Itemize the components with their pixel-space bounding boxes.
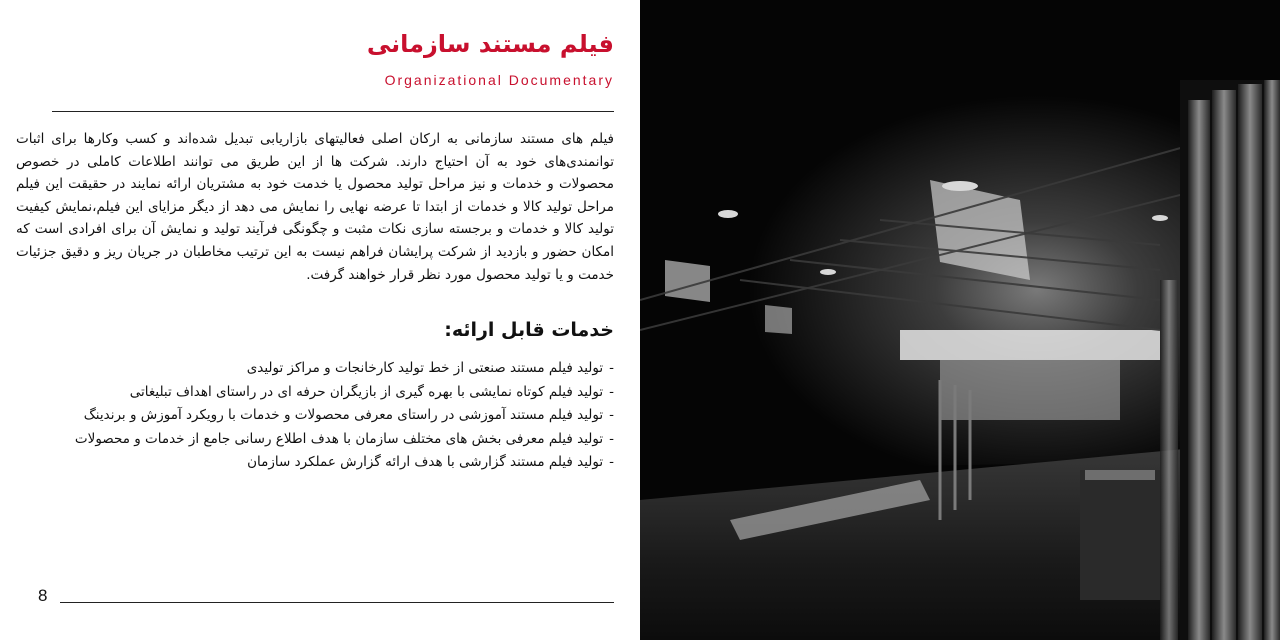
services-list-item <box>0 381 614 405</box>
page-subtitle-english: Organizational Documentary <box>384 72 614 88</box>
services-list-item-text: تولید فیلم مستند آموزشی در راستای معرفی محصولات و خدمات با رویکرد آموزش و برندینگ <box>83 407 604 423</box>
bullet-dash: - <box>609 383 614 400</box>
services-heading: خدمات قابل ارائه: <box>444 319 614 341</box>
services-list-item <box>0 451 614 475</box>
services-list-item <box>0 428 614 452</box>
footer-divider <box>60 602 614 603</box>
intro-paragraph: فیلم های مستند سازمانی به ارکان اصلی فعالیتهای بازاریابی تبدیل شده‌اند و کسب وکارها برای اثبات توانمندی‌های خود به آن احتیاج دارند. شرکت ها از این طریق می توانند اطلاعات کاملی در خصوص محصولات و خدمات و نیز مراحل تولید محصول یا خدمت خود به مشتریان ارائه نمایند در حقیقت این فیلم مراحل تولید کالا و خدمات از ابتدا تا عرضه نهایی را نمایش می دهد از دیگر مزایای این فیلم،نمایش کیفیت تولید کالا و خدمات و برجسته سازی نکات مثبت و چگونگی فرآیند تولید و نمایش آن برای افرادی است که امکان حضور و بازدید از شرکت پرایشان فراهم نیست به این ترتیب مخاطبان در جریان ریز و دقیق جزئیات خدمت و یا تولید محصول مورد نظر قرار خواهند گرفت. <box>16 131 614 283</box>
page-number: 8 <box>38 586 48 605</box>
bullet-dash: - <box>609 454 614 470</box>
bullet-dash: - <box>609 360 614 376</box>
bullet-dash: - <box>609 407 614 423</box>
services-list-item <box>0 404 614 428</box>
factory-interior-photo <box>640 0 1280 640</box>
services-list-item-text: تولید فیلم مستند صنعتی از خط تولید کارخانجات و مراکز تولیدی <box>246 360 604 376</box>
services-list-item-text: تولید فیلم مستند گزارشی با هدف ارائه گزارش عملکرد سازمان <box>247 454 604 470</box>
services-list-item <box>0 357 614 381</box>
page-title: فیلم مستند سازمانی <box>366 30 614 58</box>
factory-photo-illustration <box>640 0 1280 640</box>
services-list-item-text: تولید فیلم معرفی بخش های مختلف سازمان با هدف اطلاع رسانی جامع از خدمات و محصولات <box>74 430 604 447</box>
services-list <box>0 357 614 475</box>
services-list-item-text: تولید فیلم کوتاه نمایشی با بهره گیری از بازیگران حرفه ای در راستای اهداف تبلیغاتی <box>129 383 604 400</box>
bullet-dash: - <box>609 430 614 447</box>
header-divider <box>52 111 614 112</box>
